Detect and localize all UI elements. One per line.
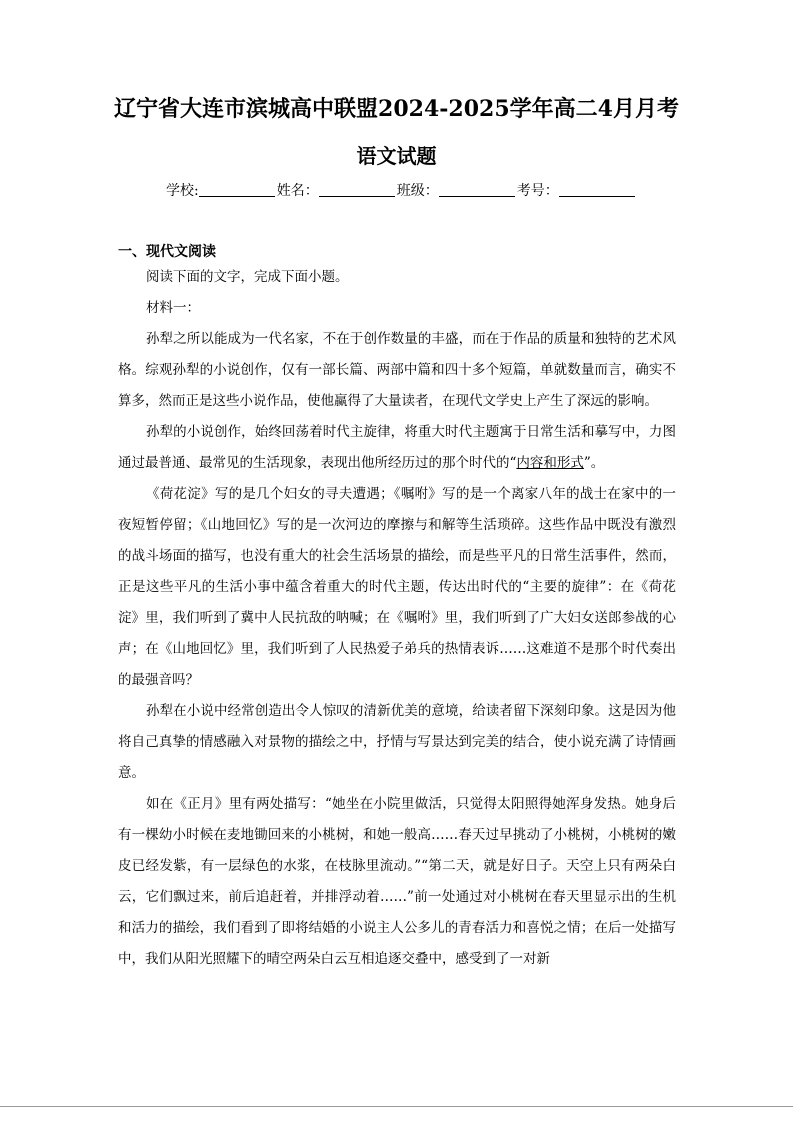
school-label: 学校: xyxy=(166,183,199,199)
page-title: 辽宁省大连市滨城高中联盟2024-2025学年高二4月月考 xyxy=(114,96,679,122)
paragraph-2 xyxy=(118,417,676,479)
paragraph-2-tail: ”。 xyxy=(583,455,605,471)
instruction: 阅读下面的文字，完成下面小题。 xyxy=(146,269,349,285)
page-subtitle: 语文试题 xyxy=(356,144,437,168)
exam-number-blank[interactable] xyxy=(559,182,635,197)
underlined-phrase: 内容和形式 xyxy=(516,455,584,471)
paragraph-5: 如在《正月》里有两处描写：“她坐在小院里做活，只觉得太阳照得她浑身发热。她身后有一棵幼小时候在麦地锄回来的小桃树，和她一般高……春天过早挑动了小桃树，小桃树的嫩皮已经发紫，有一层绿色的水浆，在枝脉里流动。”“第二天，就是好日子。天空上只有两朵白云，它们飘过来，前后追赶着，并排浮动着……”前一处通过对小桃树在春天里显示出的生机和活力的描绘，我们看到了即将结婚的小说主人公多儿的青春活力和喜悦之情；在后一处描写中，我们从阳光照耀下的晴空两朵白云互相追逐交叠中，感受到了一对新 xyxy=(118,796,676,967)
section-heading: 一、现代文阅读 xyxy=(118,244,216,260)
paragraph-4: 孙犁在小说中经常创造出令人惊叹的清新优美的意境，给读者留下深刻印象。这是因为他将自己真挚的情感融入对景物的描绘之中，抒情与写景达到完美的结合，使小说充满了诗情画意。 xyxy=(118,703,676,781)
school-blank[interactable] xyxy=(199,182,275,197)
footer-divider xyxy=(0,1106,793,1107)
class-label: 班级： xyxy=(396,183,439,199)
paragraph-1: 孙犁之所以能成为一代名家，不在于创作数量的丰盛，而在于作品的质量和独特的艺术风格。综观孙犁的小说创作，仅有一部长篇、两部中篇和四十多个短篇，单就数量而言，确实不算多，然而正是这些小说作品，使他赢得了大量读者，在现代文学史上产生了深远的影响。 xyxy=(118,331,676,409)
paragraph-2-text: 孙犁的小说创作，始终回荡着时代主旋律，将重大时代主题寓于日常生活和摹写中，力图通过最普通、最常见的生活现象，表现出他所经历过的那个时代的“ xyxy=(118,424,676,471)
paragraph-3: 《荷花淀》写的是几个妇女的寻夫遭遇；《嘱咐》写的是一个离家八年的战士在家中的一夜短暂停留；《山地回忆》写的是一次河边的摩擦与和解等生活琐碎。这些作品中既没有激烈的战斗场面的描写，也没有重大的社会生活场景的描绘，而是些平凡的日常生活事件，然而，正是这些平凡的生活小事中蕴含着重大的时代主题，传达出时代的“主要的旋律”：在《荷花淀》里，我们听到了冀中人民抗敌的呐喊；在《嘱咐》里，我们听到了广大妇女送郎参战的心声；在《山地回忆》里，我们听到了人民热爱子弟兵的热情表诉……这难道不是那个时代奏出的最强音吗？ xyxy=(118,486,676,688)
name-label: 姓名： xyxy=(276,183,319,199)
name-blank[interactable] xyxy=(319,182,395,197)
student-info-fields xyxy=(166,180,637,200)
reading-passage xyxy=(118,262,676,975)
class-blank[interactable] xyxy=(439,182,515,197)
exam-number-label: 考号： xyxy=(516,183,559,199)
material-label: 材料一： xyxy=(146,300,200,316)
